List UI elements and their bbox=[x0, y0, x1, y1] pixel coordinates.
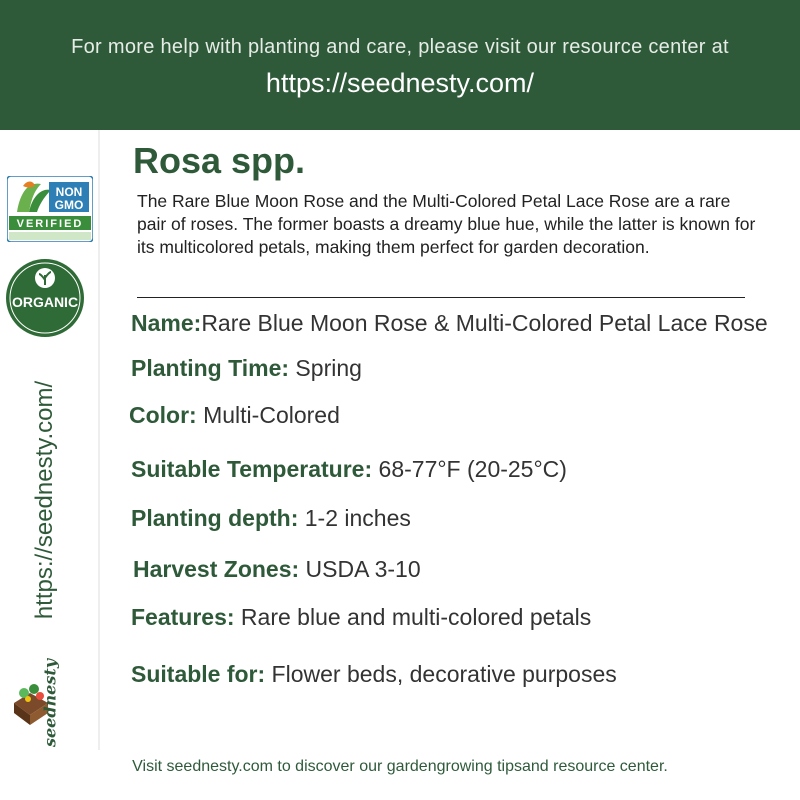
spec-row-temperature bbox=[131, 456, 567, 483]
divider bbox=[137, 297, 745, 298]
spec-value: Rare Blue Moon Rose & Multi-Colored Petal Lace Rose bbox=[201, 310, 768, 336]
spec-row-planting-depth bbox=[131, 505, 411, 532]
spec-value: 68-77°F (20-25°C) bbox=[372, 456, 567, 482]
spec-label: Name: bbox=[131, 310, 202, 336]
spec-row-planting-time bbox=[131, 355, 362, 382]
spec-label: Color: bbox=[129, 402, 197, 428]
spec-label: Suitable for: bbox=[131, 661, 266, 687]
spec-value: USDA 3-10 bbox=[299, 556, 421, 582]
spec-row-harvest-zones bbox=[133, 556, 421, 583]
spec-value: Rare blue and multi-colored petals bbox=[234, 604, 592, 630]
spec-value: Flower beds, decorative purposes bbox=[265, 661, 617, 687]
spec-label: Planting Time: bbox=[131, 355, 290, 381]
spec-row-suitable-for bbox=[131, 661, 617, 688]
spec-row-color bbox=[129, 402, 340, 429]
banner-help-text: For more help with planting and care, please visit our resource center at bbox=[71, 36, 729, 58]
banner-url-link[interactable]: https://seednesty.com/ bbox=[265, 68, 535, 98]
spec-label: Planting depth: bbox=[131, 505, 299, 531]
spec-label: Harvest Zones: bbox=[133, 556, 300, 582]
spec-row-name bbox=[131, 310, 768, 337]
organic-badge bbox=[5, 258, 85, 338]
top-banner bbox=[0, 0, 800, 130]
non-gmo-text-mid: GMO bbox=[54, 198, 84, 212]
spec-label: Suitable Temperature: bbox=[131, 456, 373, 482]
non-gmo-verified-badge bbox=[7, 176, 93, 242]
verified-text: VERIFIED bbox=[16, 218, 84, 230]
seednesty-logo-text: seednesty bbox=[40, 658, 60, 748]
spec-row-features bbox=[131, 604, 591, 631]
organic-text: ORGANIC bbox=[11, 294, 79, 310]
seednesty-logo-icon bbox=[8, 663, 70, 743]
non-gmo-text-top: NON bbox=[55, 185, 83, 199]
product-description: The Rare Blue Moon Rose and the Multi-Colored Petal Lace Rose are a rare pair of roses. The former boasts a dreamy blue hue, while the latter is known for its multicolored petals, making them perfect for garden decoration. bbox=[137, 191, 756, 257]
side-vertical-url[interactable]: https://seednesty.com/ bbox=[31, 380, 58, 620]
product-title: Rosa spp. bbox=[133, 140, 306, 181]
spec-value: Spring bbox=[289, 355, 362, 381]
spec-value: Multi-Colored bbox=[196, 402, 340, 428]
spec-value: 1-2 inches bbox=[298, 505, 411, 531]
spec-label: Features: bbox=[131, 604, 235, 630]
footer-text: Visit seednesty.com to discover our gardengrowing tipsand resource center. bbox=[132, 758, 668, 775]
